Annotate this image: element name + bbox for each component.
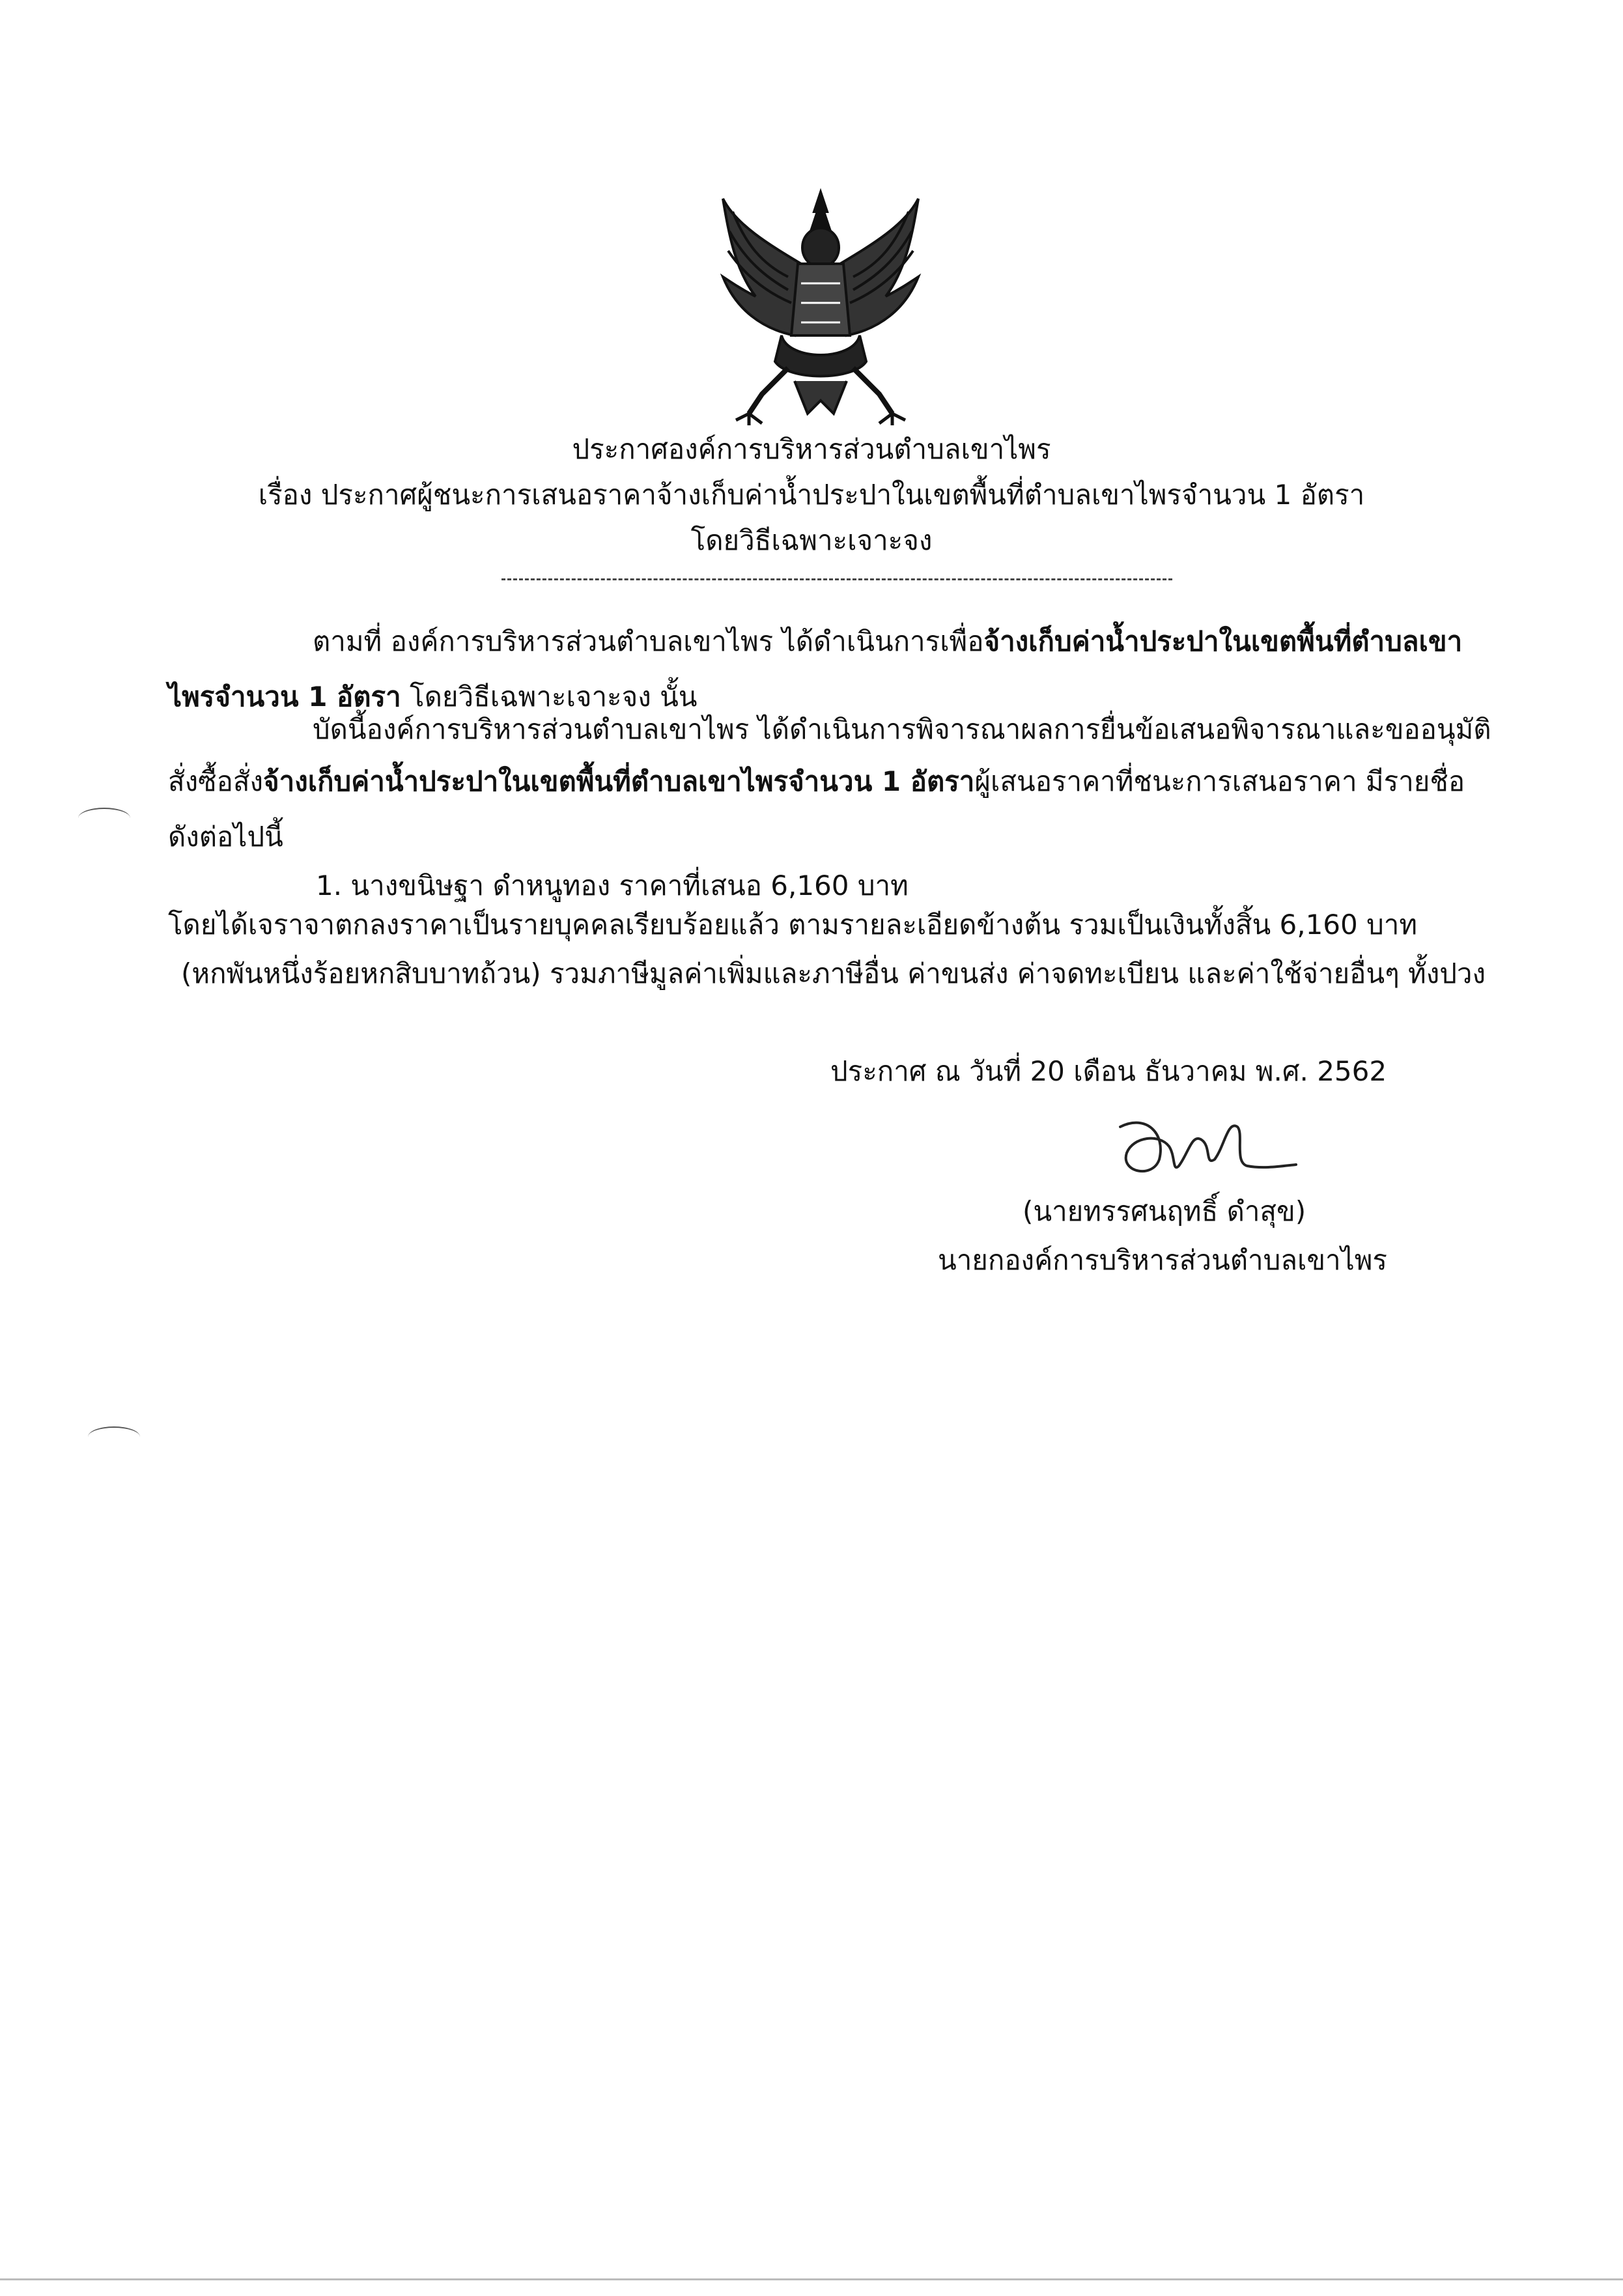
paragraph-1-bold-text-2: ไพรจำนวน 1 อัตรา [168,681,401,713]
scan-hole-mark-upper [78,808,130,829]
header-divider [501,578,1172,580]
garuda-emblem-icon [710,186,931,427]
procurement-method: โดยวิธีเฉพาะเจาะจง [690,524,933,556]
paragraph-2-line-1: บัดนี้องค์การบริหารส่วนตำบลเขาไพร ได้ดำเนินการพิจารณาผลการยื่นข้อเสนอพิจารณาและขออนุมัติ [313,713,1491,745]
paragraph-2-text-b: ผู้เสนอราคาที่ชนะการเสนอราคา มีรายชื่อ [974,765,1465,797]
paragraph-2-line-2 [168,762,1465,801]
announcement-title: ประกาศองค์การบริหารส่วนตำบลเขาไพร [572,433,1051,465]
handwritten-signature [1107,1101,1303,1198]
paragraph-3-line-2: (หกพันหนึ่งร้อยหกสิบบาทถ้วน) รวมภาษีมูลค่าเพิ่มและภาษีอื่น ค่าขนส่ง ค่าจดทะเบียน และค่าใช้จ่ายอื่นๆ ทั้งปวง [181,957,1486,989]
paragraph-2-bold-text: จ้างเก็บค่าน้ำประปาในเขตพื้นที่ตำบลเขาไพรจำนวน 1 อัตรา [263,765,975,797]
signer-title: นายกองค์การบริหารส่วนตำบลเขาไพร [938,1244,1387,1276]
paragraph-1-text: ตามที่ องค์การบริหารส่วนตำบลเขาไพร ได้ดำเนินการเพื่อ [313,625,984,657]
scan-bottom-edge [0,2278,1623,2280]
scan-hole-mark-lower [88,1426,140,1447]
paragraph-1-line-1 [313,622,1462,661]
paragraph-1-text-2: โดยวิธีเฉพาะเจาะจง นั้น [401,681,698,713]
signer-name: (นายทรรศนฤทธิ์ ดำสุข) [1023,1195,1306,1227]
paragraph-3-line-1: โดยได้เจราจาตกลงราคาเป็นรายบุคคลเรียบร้อยแล้ว ตามรายละเอียดข้างต้น รวมเป็นเงินทั้งสิ้น 6,160 บาท [168,909,1418,941]
paragraph-2-line-3: ดังต่อไปนี้ [168,821,283,853]
paragraph-2-text-a: สั่งซื้อสั่ง [168,765,264,797]
announcement-date: ประกาศ ณ วันที่ 20 เดือน ธันวาคม พ.ศ. 2562 [830,1055,1387,1087]
paragraph-1-bold-text: จ้างเก็บค่าน้ำประปาในเขตพื้นที่ตำบลเขา [983,625,1463,657]
announcement-subject: เรื่อง ประกาศผู้ชนะการเสนอราคาจ้างเก็บค่าน้ำประปาในเขตพื้นที่ตำบลเขาไพรจำนวน 1 อัตรา [258,479,1365,511]
winner-item-1: 1. นางขนิษฐา ดำหนูทอง ราคาที่เสนอ 6,160 บาท [316,870,909,901]
